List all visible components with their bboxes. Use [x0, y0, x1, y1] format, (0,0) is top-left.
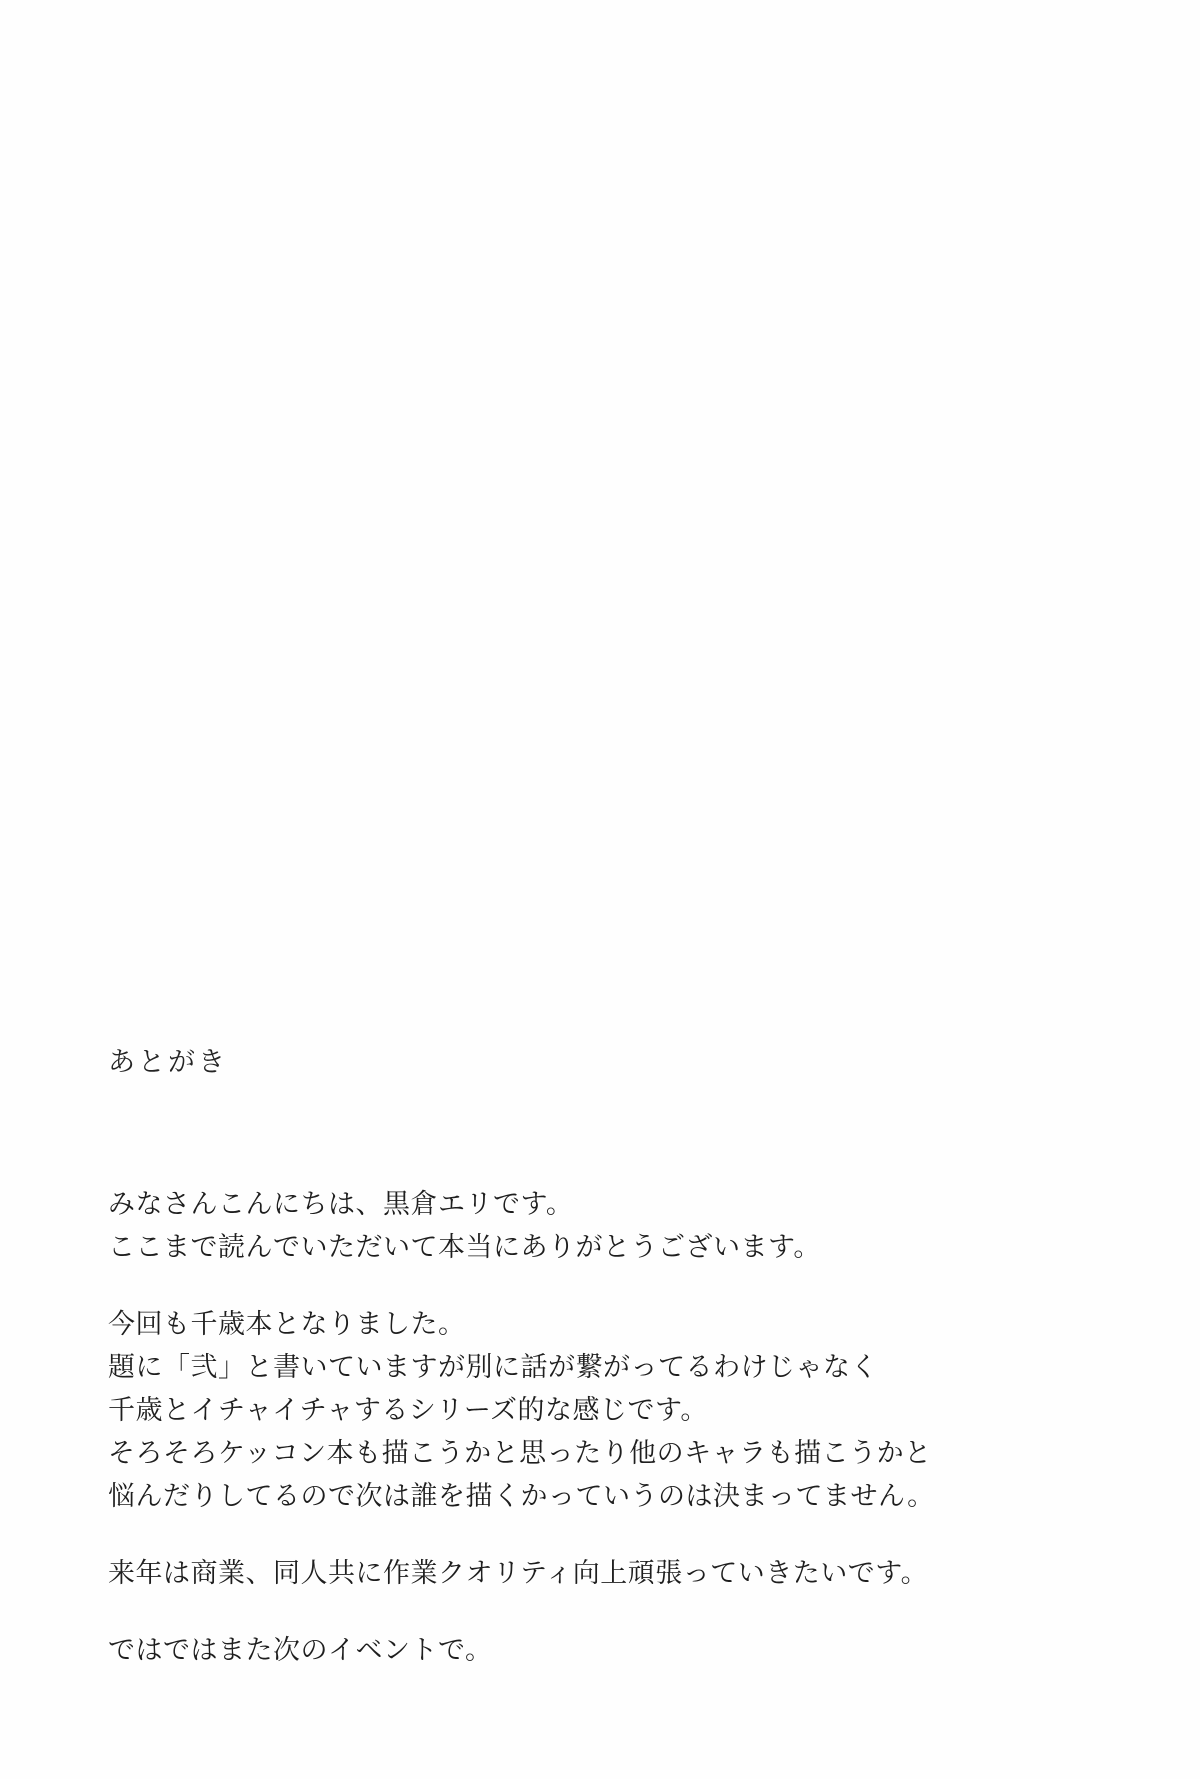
text-line: みなさんこんにちは、黒倉エリです。	[108, 1189, 574, 1220]
text-line: 千歳とイチャイチャするシリーズ的な感じです。	[108, 1395, 708, 1426]
text-line: 悩んだりしてるので次は誰を描くかっていうのは決まってません。	[108, 1481, 935, 1512]
paragraph	[108, 1183, 1108, 1269]
paragraph	[108, 1629, 1108, 1672]
afterword-body	[108, 1183, 1108, 1672]
text-line: ではではまた次のイベントで。	[108, 1635, 493, 1666]
paragraph	[108, 1552, 1108, 1595]
paragraph	[108, 1303, 1108, 1518]
text-line: そろそろケッコン本も描こうかと思ったり他のキャラも描こうかと	[108, 1438, 932, 1469]
afterword-heading: あとがき	[108, 1047, 228, 1078]
text-line: 来年は商業、同人共に作業クオリティ向上頑張っていきたいです。	[108, 1558, 929, 1589]
text-line: 題に「弐」と書いていますが別に話が繋がってるわけじゃなく	[108, 1352, 878, 1383]
text-line: ここまで読んでいただいて本当にありがとうございます。	[108, 1232, 821, 1263]
text-line: 今回も千歳本となりました。	[108, 1309, 466, 1340]
